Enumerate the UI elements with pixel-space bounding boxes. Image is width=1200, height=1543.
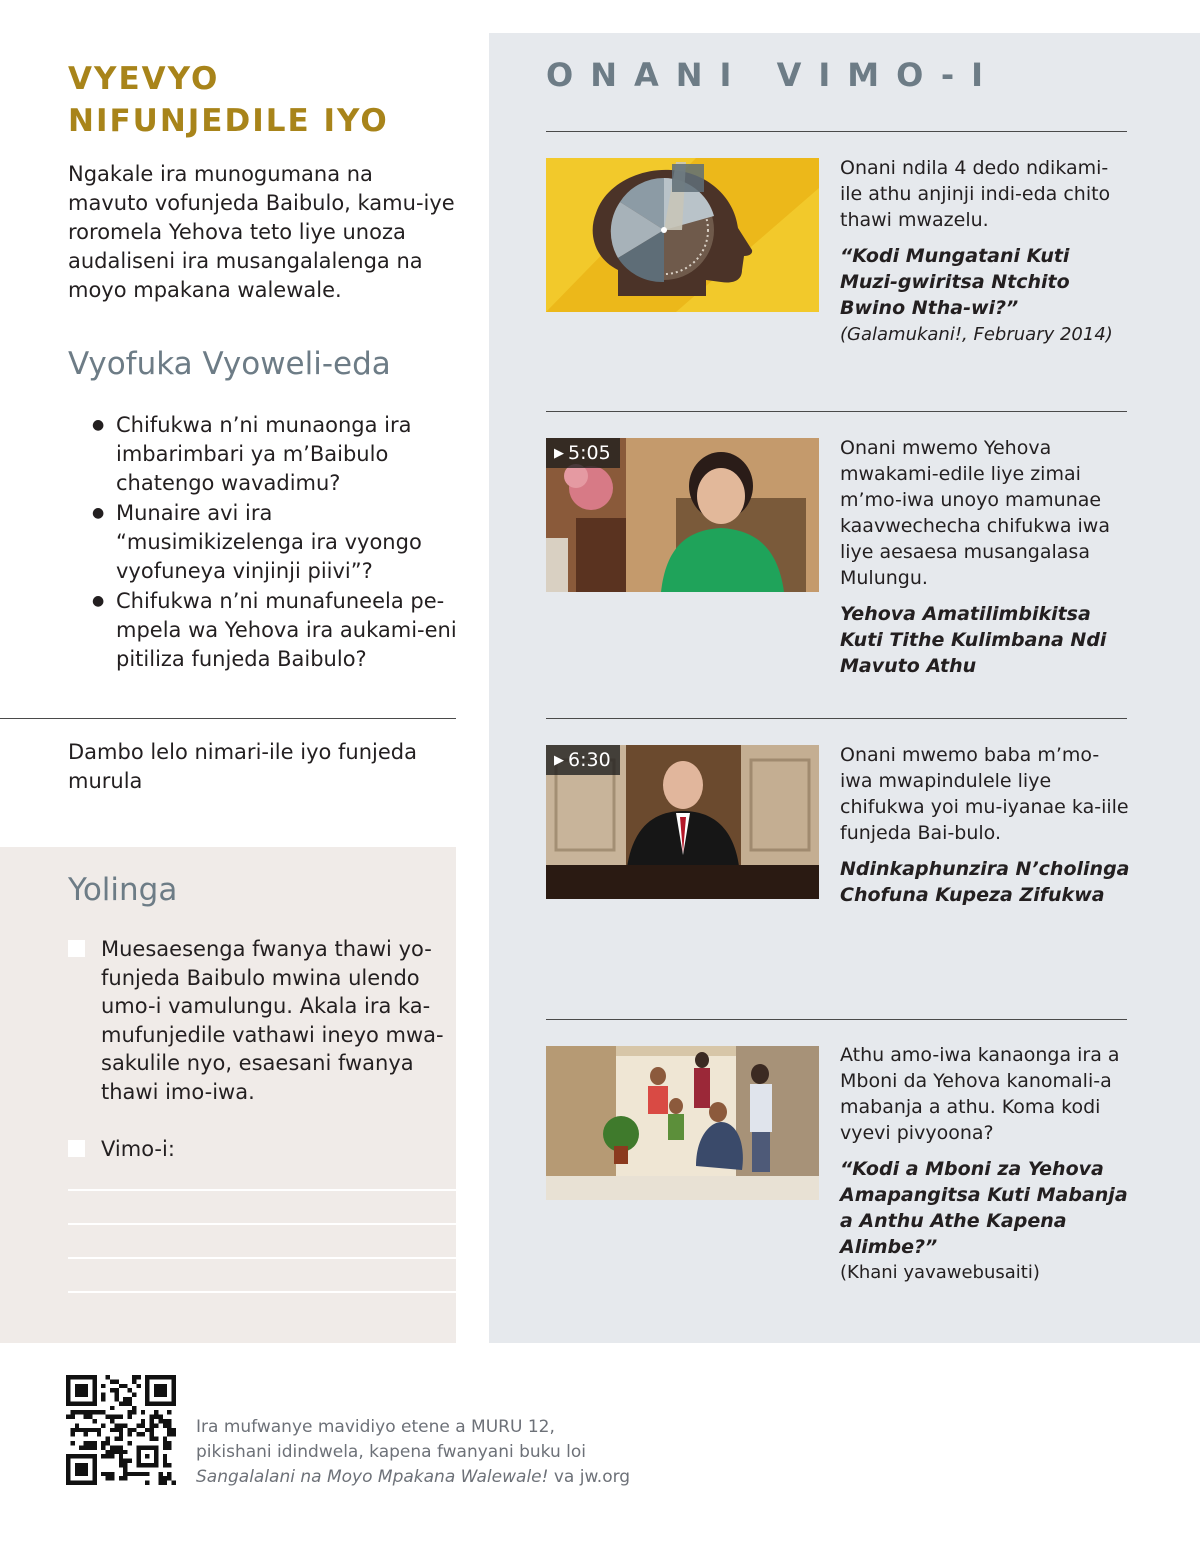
description-text: Onani mwemo Yehova mwakami-edile liye zimai m’mo-iwa unoyo mamunae kaavwechecha chifukwa iwa liye aesaesa musangalasa Mulungu. bbox=[840, 437, 1110, 589]
article-description bbox=[840, 1042, 1130, 1286]
article-title[interactable]: “Kodi Mungatani Kuti Muzi-gwiritsa Ntchito Bwino Ntha-wi?” (Galamukani!, February 2014) bbox=[840, 245, 1113, 345]
divider bbox=[546, 718, 1127, 719]
list-item bbox=[92, 499, 462, 586]
video-description bbox=[840, 435, 1130, 679]
question-text: Chifukwa n’ni munaonga ira imbarimbari ya m’Baibulo chatengo wavadimu? bbox=[116, 413, 412, 495]
book-title[interactable]: Sangalalani na Moyo Mpakana Walewale! bbox=[196, 1467, 549, 1487]
video-thumbnail[interactable] bbox=[546, 438, 819, 592]
video-title[interactable]: Ndinkaphunzira N’cholinga Chofuna Kupeza Zifukwa bbox=[840, 858, 1130, 906]
completion-date-label: Dambo lelo nimari-ile iyo funjeda murula bbox=[68, 740, 417, 793]
bullet-icon: ● bbox=[92, 417, 105, 433]
video-duration: ▶ 5:05 bbox=[546, 438, 620, 468]
question-text: Chifukwa n’ni munafuneela pe-mpela wa Yehova ira aukami-eni pitiliza funjeda Baibulo? bbox=[116, 589, 457, 671]
divider bbox=[546, 131, 1127, 132]
write-line[interactable] bbox=[68, 1257, 456, 1259]
write-line[interactable] bbox=[68, 1223, 456, 1225]
divider bbox=[546, 1019, 1127, 1020]
review-questions bbox=[92, 411, 462, 675]
footer-line: Sangalalani na Moyo Mpakana Walewale! va jw.org bbox=[196, 1467, 631, 1487]
article-thumbnail[interactable] bbox=[546, 158, 819, 312]
description-text: Onani ndila 4 dedo ndikami-ile athu anjinji indi-eda chito thawi mwazelu. bbox=[840, 157, 1111, 231]
footer-note bbox=[196, 1415, 676, 1490]
section-heading-what-i-learned: VYEVYO NIFUNJEDILE IYO bbox=[68, 61, 389, 139]
divider bbox=[546, 411, 1127, 412]
section-heading-explore: ONANI VIMO-I bbox=[546, 56, 1001, 94]
description-text: Onani mwemo baba m’mo-iwa mwapindulele liye chifukwa yoi mu-iyanae ka-iile funjeda Bai-bulo. bbox=[840, 744, 1129, 844]
goal-item-other bbox=[68, 1135, 448, 1164]
bullet-icon: ● bbox=[92, 505, 105, 521]
list-item bbox=[92, 411, 462, 498]
list-item bbox=[92, 587, 462, 674]
question-text: Munaire avi ira “musimikizelenga ira vyongo vyofuneya vinjinji piivi”? bbox=[116, 501, 422, 583]
video-duration: ▶ 6:30 bbox=[546, 745, 620, 775]
play-icon: ▶ bbox=[554, 753, 564, 768]
article-source: (Khani yavawebusaiti) bbox=[840, 1262, 1040, 1283]
goal-text: Vimo-i: bbox=[101, 1137, 175, 1161]
play-icon: ▶ bbox=[554, 446, 564, 461]
bullet-icon: ● bbox=[92, 593, 105, 609]
article-thumbnail[interactable] bbox=[546, 1046, 819, 1200]
goal-text: Muesaesenga fwanya thawi yo-funjeda Baibulo mwina ulendo umo-i vamulungu. Akala ira ka-mufunjedile vathawi ineyo mwa-sakulile nyo, esaesani fwanya thawi imo-iwa. bbox=[101, 937, 444, 1104]
article-description bbox=[840, 155, 1130, 348]
divider bbox=[0, 718, 456, 719]
article-title[interactable]: “Kodi a Mboni za Yehova Amapangitsa Kuti Mabanja a Anthu Athe Kapena Alimbe?” bbox=[840, 1158, 1128, 1258]
intro-paragraph: Ngakale ira munogumana na mavuto vofunjeda Baibulo, kamu-iye roromela Yehova teto liye unoza audaliseni ira musangalalenga na moyo mpakana walewale. bbox=[68, 162, 455, 302]
video-title[interactable]: Yehova Amatilimbikitsa Kuti Tithe Kulimbana Ndi Mavuto Athu bbox=[840, 603, 1107, 677]
video-thumbnail[interactable] bbox=[546, 745, 819, 899]
article-source: (Galamukani!, February 2014) bbox=[840, 324, 1113, 345]
write-line[interactable] bbox=[68, 1189, 456, 1191]
goal-heading: Yolinga bbox=[68, 872, 178, 908]
family-greeting-image bbox=[546, 1046, 819, 1200]
footer-line: Ira mufwanye mavidiyo etene a MURU 12, bbox=[196, 1417, 555, 1437]
head-clock-illustration bbox=[546, 158, 819, 312]
qr-code-icon[interactable] bbox=[66, 1375, 176, 1485]
review-heading: Vyofuka Vyoweli-eda bbox=[68, 346, 391, 382]
footer-line: pikishani idindwela, kapena fwanyani buku loi bbox=[196, 1442, 587, 1462]
checkbox-icon[interactable] bbox=[68, 940, 85, 957]
checkbox-icon[interactable] bbox=[68, 1140, 85, 1157]
goal-item-study-time bbox=[68, 935, 448, 1106]
description-text: Athu amo-iwa kanaonga ira a Mboni da Yehova kanomali-a mabanja a athu. Koma kodi vyevi pivyoona? bbox=[840, 1044, 1120, 1144]
video-description bbox=[840, 742, 1130, 908]
write-line[interactable] bbox=[68, 1291, 456, 1293]
